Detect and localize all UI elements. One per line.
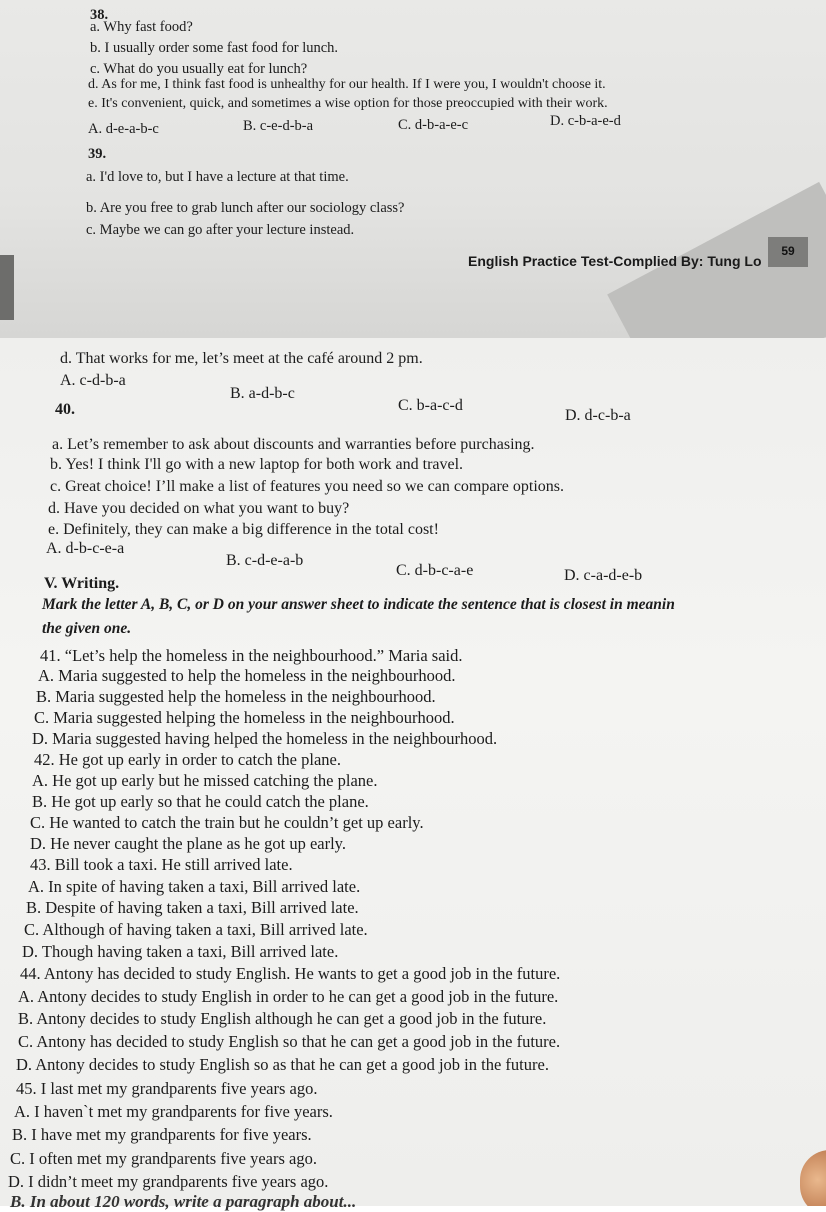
q38-line-e: e. It's convenient, quick, and sometimes a wise option for those preoccupied with their work. <box>88 96 608 111</box>
left-edge-shadow <box>0 255 14 320</box>
writing-instruction-line-2: the given one. <box>42 620 132 637</box>
q39-line-a: a. I'd love to, but I have a lecture at that time. <box>86 169 349 185</box>
q39-line-b: b. Are you free to grab lunch after our sociology class? <box>86 200 405 216</box>
q44-option-c: C. Antony has decided to study English so that he can get a good job in the future. <box>18 1032 561 1051</box>
q42-option-c: C. He wanted to catch the train but he couldn’t get up early. <box>30 813 424 832</box>
q40-option-a: A. d-b-c-e-a <box>46 540 125 557</box>
q38-line-c: c. What do you usually eat for lunch? <box>90 61 308 77</box>
q45-option-d: D. I didn’t meet my grandparents five years ago. <box>8 1172 329 1191</box>
q41-option-a: A. Maria suggested to help the homeless in the neighbourhood. <box>38 666 456 685</box>
q43-option-b: B. Despite of having taken a taxi, Bill arrived late. <box>26 898 359 917</box>
q39-number: 39. <box>88 146 107 162</box>
q40-line-a: a. Let’s remember to ask about discounts and warranties before purchasing. <box>52 436 535 453</box>
q38-line-a: a. Why fast food? <box>90 19 193 35</box>
q41-option-d: D. Maria suggested having helped the homeless in the neighbourhood. <box>32 729 498 748</box>
writing-heading: V. Writing. <box>44 575 120 592</box>
q45-option-b: B. I have met my grandparents for five years. <box>12 1125 312 1144</box>
q40-line-b: b. Yes! I think I'll go with a new laptop for both work and travel. <box>50 456 464 473</box>
q42-stem: 42. He got up early in order to catch the plane. <box>34 750 341 769</box>
q38-number: 38. <box>90 7 109 23</box>
q42-option-d: D. He never caught the plane as he got up early. <box>30 834 346 853</box>
q44-option-b: B. Antony decides to study English although he can get a good job in the future. <box>18 1009 547 1028</box>
q40-line-d: d. Have you decided on what you want to buy? <box>48 500 350 517</box>
q38-option-c: C. d-b-a-e-c <box>398 117 469 133</box>
q45-option-c: C. I often met my grandparents five years ago. <box>10 1149 317 1168</box>
q40-option-c: C. d-b-c-a-e <box>396 562 474 579</box>
q40-line-e: e. Definitely, they can make a big difference in the total cost! <box>48 521 439 538</box>
q38-option-b: B. c-e-d-b-a <box>243 118 314 134</box>
q45-option-a: A. I haven`t met my grandparents for five years. <box>14 1102 333 1121</box>
q41-option-c: C. Maria suggested helping the homeless in the neighbourhood. <box>34 708 455 727</box>
writing-instruction-line-1: Mark the letter A, B, C, or D on your answer sheet to indicate the sentence that is closest in meanin <box>42 596 675 613</box>
footer-credit: English Practice Test-Complied By: Tung Lo <box>468 253 762 269</box>
q38-line-b: b. I usually order some fast food for lunch. <box>90 40 339 56</box>
finger-in-frame <box>800 1150 826 1206</box>
q39-line-c: c. Maybe we can go after your lecture instead. <box>86 222 355 238</box>
q40-option-d: D. c-a-d-e-b <box>564 567 643 584</box>
q39-option-d: D. d-c-b-a <box>565 407 631 424</box>
q41-option-b: B. Maria suggested help the homeless in the neighbourhood. <box>36 687 436 706</box>
q43-option-d: D. Though having taken a taxi, Bill arrived late. <box>22 942 339 961</box>
q39-option-a: A. c-d-b-a <box>60 372 126 389</box>
q44-option-d: D. Antony decides to study English so as that he can get a good job in the future. <box>16 1055 549 1074</box>
q40-line-c: c. Great choice! I’ll make a list of features you need so we can compare options. <box>50 478 565 495</box>
q40-number: 40. <box>55 401 75 418</box>
q40-option-b: B. c-d-e-a-b <box>226 552 304 569</box>
q42-option-b: B. He got up early so that he could catch the plane. <box>32 792 369 811</box>
q45-stem: 45. I last met my grandparents five years ago. <box>16 1079 318 1098</box>
cut-off-next-section: B. In about 120 words, write a paragraph about... <box>10 1192 357 1211</box>
q43-option-c: C. Although of having taken a taxi, Bill arrived late. <box>24 920 368 939</box>
q38-option-d: D. c-b-a-e-d <box>550 113 621 129</box>
q42-option-a: A. He got up early but he missed catching the plane. <box>32 771 378 790</box>
q39-option-b: B. a-d-b-c <box>230 385 295 402</box>
q38-line-d: d. As for me, I think fast food is unhealthy for our health. If I were you, I wouldn't choose it. <box>88 77 606 92</box>
q43-option-a: A. In spite of having taken a taxi, Bill arrived late. <box>28 877 361 896</box>
page-number: 59 <box>768 237 808 267</box>
q38-option-a: A. d-e-a-b-c <box>88 121 159 137</box>
q39-option-c: C. b-a-c-d <box>398 397 463 414</box>
top-photo-page <box>0 0 826 338</box>
q43-stem: 43. Bill took a taxi. He still arrived late. <box>30 855 293 874</box>
q41-stem: 41. “Let’s help the homeless in the neighbourhood.” Maria said. <box>40 646 463 665</box>
q39-line-d: d. That works for me, let’s meet at the café around 2 pm. <box>60 350 423 367</box>
q44-stem: 44. Antony has decided to study English. He wants to get a good job in the future. <box>20 964 561 983</box>
q44-option-a: A. Antony decides to study English in order to he can get a good job in the future. <box>18 987 559 1006</box>
